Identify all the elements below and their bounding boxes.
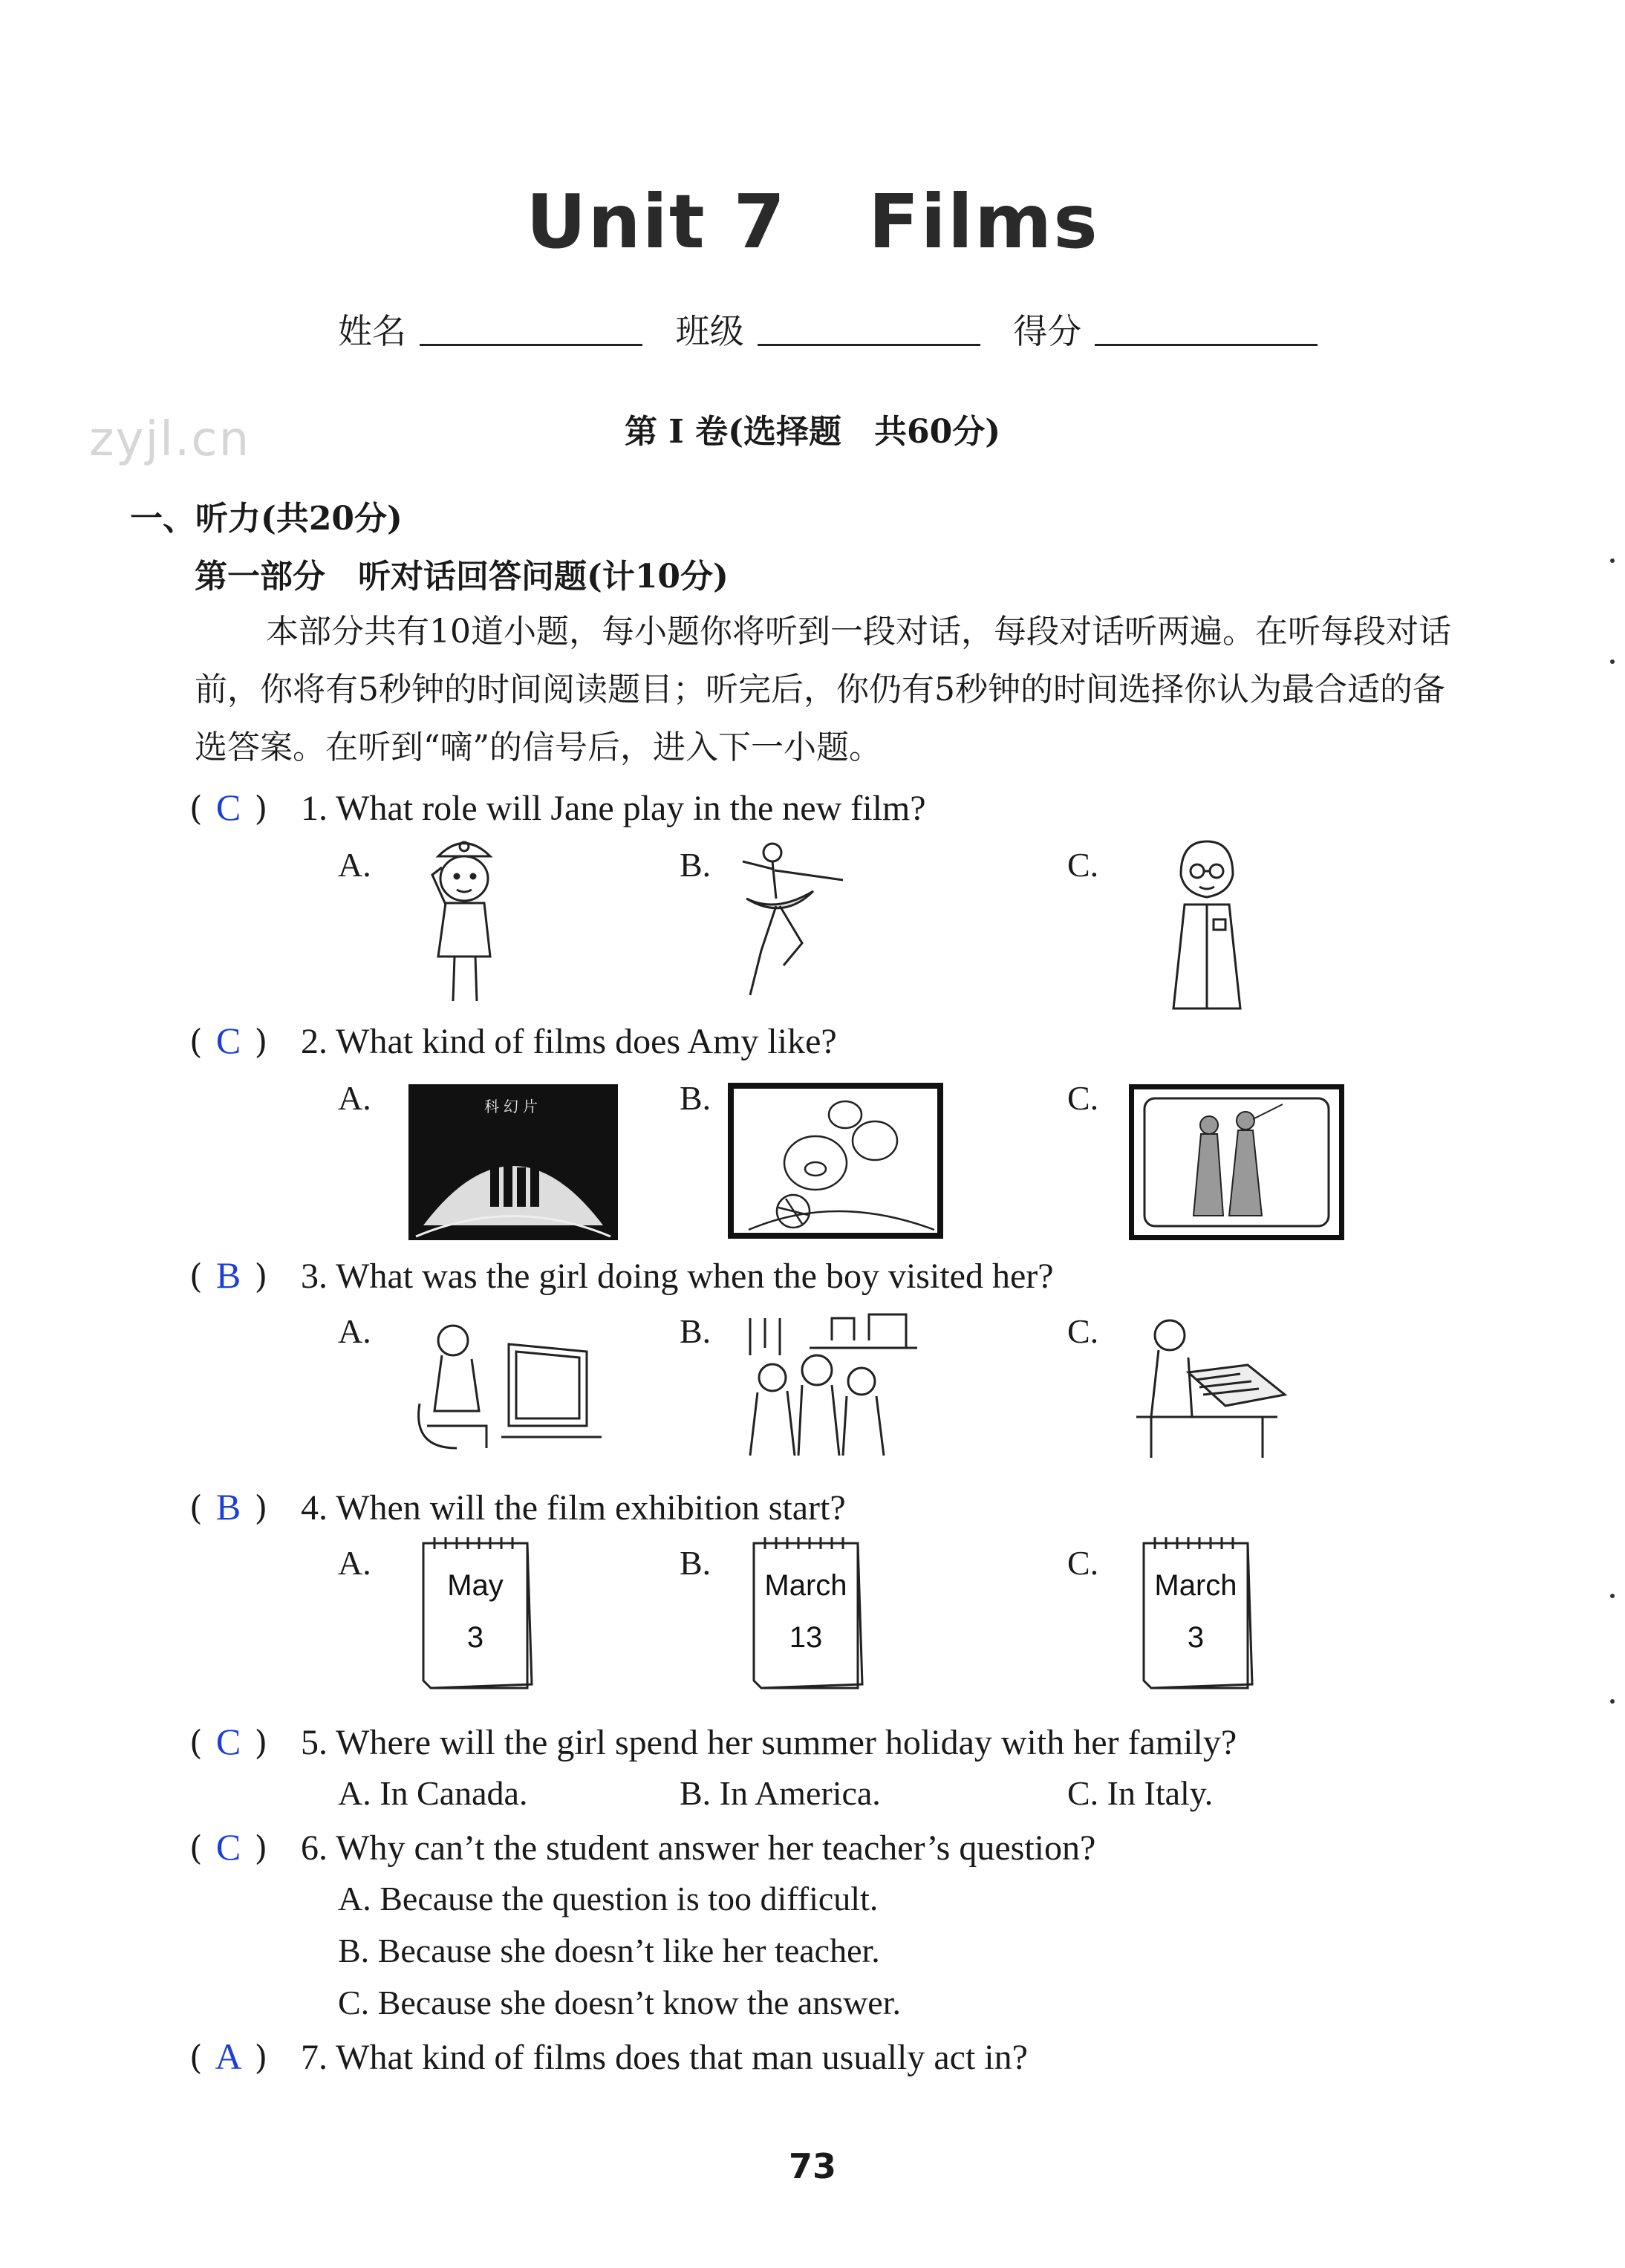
option-label[interactable]: B. xyxy=(680,846,711,884)
answer-4[interactable]: B xyxy=(215,1486,241,1528)
question-1: ( C ) 1. What role will Jane play in the new film? xyxy=(189,786,926,828)
question-text: 3. What was the girl doing when the boy visited her? xyxy=(301,1257,1054,1296)
option-label[interactable]: B. xyxy=(680,1544,711,1582)
question-text: 4. When will the film exhibition start? xyxy=(301,1488,846,1528)
ballet-dancer-picture[interactable] xyxy=(732,839,865,1003)
margin-dot xyxy=(1610,558,1615,563)
section-heading: 一、听力(共20分) xyxy=(130,500,403,538)
watermark: zyjl.cn xyxy=(89,412,251,467)
answer-6[interactable]: C xyxy=(215,1826,241,1868)
option-a[interactable]: A. Because the question is too difficult. xyxy=(338,1880,879,1917)
cartoon-pigs-picture[interactable] xyxy=(728,1083,943,1239)
answer-7[interactable]: A xyxy=(215,2036,242,2077)
option-label[interactable]: A. xyxy=(338,1544,371,1582)
question-text: 5. Where will the girl spend her summer holiday with her family? xyxy=(301,1723,1237,1762)
name-field[interactable] xyxy=(420,314,642,346)
answer-3[interactable]: B xyxy=(215,1254,241,1296)
margin-dot xyxy=(1610,659,1615,664)
girl-reading-newspaper-picture[interactable] xyxy=(1129,1313,1292,1462)
option-label[interactable]: C. xyxy=(1067,846,1099,884)
girl-watching-tv-picture[interactable] xyxy=(412,1314,605,1456)
calendar-march-13[interactable] xyxy=(746,1536,865,1692)
page-number: 73 xyxy=(788,2146,836,2186)
option-c[interactable]: C. Because she doesn’t know the answer. xyxy=(338,1984,901,2021)
option-label[interactable]: C. xyxy=(1067,1312,1099,1350)
name-label: 姓名 xyxy=(338,311,406,351)
calendar-day: 13 xyxy=(789,1621,823,1654)
class-label: 班级 xyxy=(675,311,744,351)
question-text: 2. What kind of films does Amy like? xyxy=(301,1022,837,1061)
score-label: 得分 xyxy=(1013,311,1082,351)
question-7: ( A ) 7. What kind of films does that man usually act in? xyxy=(189,2036,1028,2077)
sci-fi-poster-picture[interactable] xyxy=(408,1084,618,1240)
option-label[interactable]: A. xyxy=(338,1079,371,1117)
option-label[interactable]: C. xyxy=(1067,1544,1099,1582)
option-c[interactable]: C. In Italy. xyxy=(1067,1774,1214,1812)
option-b[interactable]: B. Because she doesn’t like her teacher. xyxy=(338,1932,880,1969)
option-label[interactable]: C. xyxy=(1067,1079,1099,1117)
answer-2[interactable]: C xyxy=(215,1020,241,1061)
question-4: ( B ) 4. When will the film exhibition start? xyxy=(189,1486,846,1528)
calendar-may-3[interactable] xyxy=(416,1536,535,1692)
calendar-month: May xyxy=(447,1569,504,1602)
option-label[interactable]: B. xyxy=(680,1079,711,1117)
question-text: 1. What role will Jane play in the new film? xyxy=(301,789,926,828)
margin-dot xyxy=(1610,1594,1615,1598)
calendar-day: 3 xyxy=(1187,1621,1205,1654)
student-info-row xyxy=(338,304,1340,353)
score-field[interactable] xyxy=(1095,314,1318,346)
question-2: ( C ) 2. What kind of films does Amy like? xyxy=(189,1020,837,1061)
calendar-day: 3 xyxy=(466,1621,484,1654)
calendar-march-3[interactable] xyxy=(1136,1536,1255,1692)
option-label[interactable]: A. xyxy=(338,846,371,884)
option-label[interactable]: A. xyxy=(338,1312,371,1350)
class-field[interactable] xyxy=(758,314,980,346)
calendar-month: March xyxy=(764,1569,847,1602)
margin-dot xyxy=(1610,1699,1615,1704)
doctor-picture[interactable] xyxy=(1159,838,1255,1023)
volume-heading: 第 I 卷(选择题 共60分) xyxy=(624,413,1001,451)
part-heading: 第一部分 听对话回答问题(计10分) xyxy=(195,558,729,596)
option-b[interactable]: B. In America. xyxy=(680,1774,881,1812)
answer-1[interactable]: C xyxy=(215,786,241,828)
question-6: ( C ) 6. Why can’t the student answer her teacher’s question? xyxy=(189,1826,1096,1868)
question-5: ( C ) 5. Where will the girl spend her summer holiday with her family? xyxy=(189,1721,1237,1762)
audience-at-cinema-picture[interactable] xyxy=(735,1311,921,1459)
question-3: ( B ) 3. What was the girl doing when the boy visited her? xyxy=(189,1254,1054,1296)
option-a[interactable]: A. In Canada. xyxy=(338,1774,528,1812)
option-label[interactable]: B. xyxy=(680,1312,711,1350)
poster-caption: 科幻片 xyxy=(484,1098,542,1115)
unit-label: Unit 7 xyxy=(526,178,787,265)
unit-name: Films xyxy=(868,178,1099,265)
page-title xyxy=(0,178,1625,265)
police-officer-picture[interactable] xyxy=(416,830,512,1008)
question-text: 6. Why can’t the student answer her teacher’s question? xyxy=(301,1828,1096,1868)
question-text: 7. What kind of films does that man usually act in? xyxy=(301,2038,1028,2077)
beijing-opera-picture[interactable] xyxy=(1129,1084,1344,1240)
instructions: 本部分共有10道小题，每小题你将听到一段对话，每段对话听两遍。在听每段对话前，你将有5秒钟的时间阅读题目；听完后，你仍有5秒钟的时间选择你认为最合适的备选答案。在听到“嘀”的信号后，进入下一小题。 xyxy=(195,613,1451,766)
answer-5[interactable]: C xyxy=(215,1721,241,1762)
calendar-month: March xyxy=(1154,1569,1237,1602)
